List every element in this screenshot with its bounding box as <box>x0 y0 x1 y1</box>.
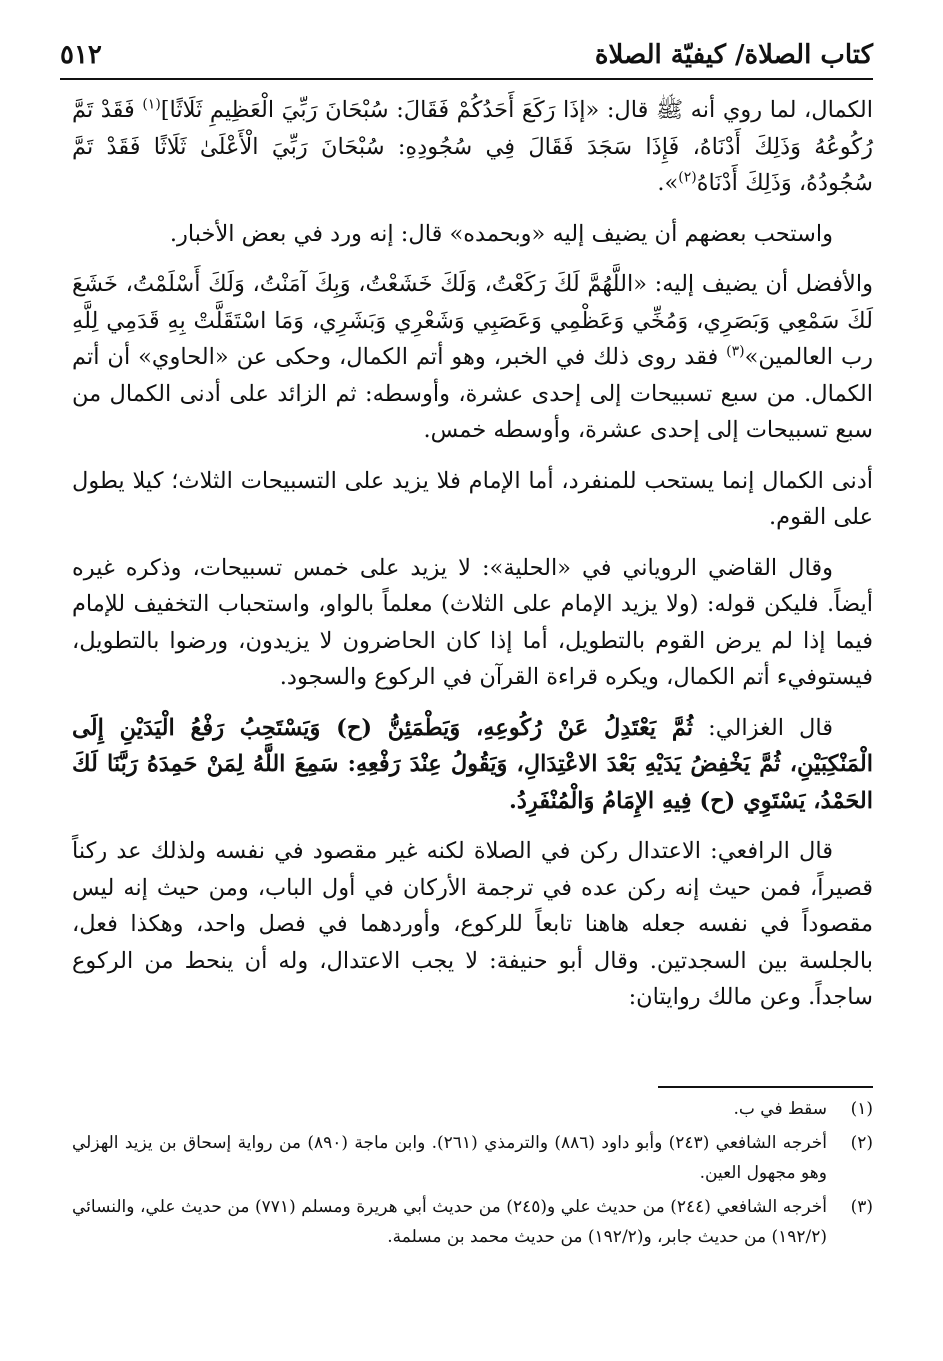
ghazali-quote: ثُمَّ يَعْتَدِلُ عَنْ رُكُوعِهِ، وَيَطْمَئِنُّ (ح) وَيَسْتَحِبُ رَفْعُ الْيَدَيْنِ إِلَى الْمَنْكِبَيْنِ، ثُمَّ يَخْفِضُ يَدَيْهِ بَعْدَ الاعْتِدَالِ، وَيَقُولُ عِنْدَ رَفْعِهِ: سَمِعَ اللَّهُ لِمَنْ حَمِدَهُ رَبَّنَا لَكَ الحَمْدُ، يَسْتَوِي (ح) فِيهِ الإِمَامُ وَالْمُنْفَرِدُ. <box>72 714 873 814</box>
footnotes <box>72 1094 873 1256</box>
footnote-divider <box>658 1086 873 1088</box>
paragraph-3-lead: والأفضل أن يضيف إليه: «اللَّهُمَّ لَكَ رَكَعْتُ، وَلَكَ خَشَعْتُ، وَبِكَ آمَنْتُ، وَلَكَ أَسْلَمْتُ، خَشَعَ لَكَ سَمْعِي وَبَصَرِي، وَمُخِّي وَعَظْمِي وَعَصَبِي وَشَعْرِي وَبَشَرِي، وَمَا اسْتَقَلَّتْ بِهِ قَدَمِي لِلَّهِ رب العالمين» <box>72 271 873 370</box>
footnote-ref-3: (٣) <box>726 343 745 360</box>
paragraph-7: قال الرافعي: الاعتدال ركن في الصلاة لكنه غير مقصود في نفسه ولذلك عد ركناً قصيراً، فمن حيث إنه ركن عده في ترجمة الأركان في أول الباب، ومن حيث إنه ليس مقصوداً في نفسه جعله هاهنا تابعاً للركوع، وأوردهما في فصل واحد، وهكذا فعل، بالجلسة بين السجدتين. وقال أبو حنيفة: لا يجب الاعتدال، وله أن ينحط من الركوع ساجداً. وعن مالك روايتان: <box>72 838 873 1010</box>
paragraph-2: واستحب بعضهم أن يضيف إليه «وبحمده» قال: إنه ورد في بعض الأخبار. <box>169 220 833 247</box>
paragraph-4: أدنى الكمال إنما يستحب للمنفرد، أما الإمام فلا يزيد على التسبيحات الثلاث؛ كيلا يطول على القوم. <box>72 467 873 530</box>
paragraph-1-tail: ». <box>657 170 679 196</box>
paragraph-3 <box>72 266 873 449</box>
footnote-ref-1: (١) <box>142 96 161 113</box>
paragraph-6-lead: قال الغزالي: <box>693 714 833 741</box>
running-title: كتاب الصلاة/ كيفيّة الصلاة <box>594 40 873 70</box>
page-number: ٥١٢ <box>60 40 102 70</box>
footnote-text: أخرجه الشافعي (٢٤٤) من حديث علي و(٢٤٥) من حديث أبي هريرة ومسلم (٧٧١) من حديث علي، والنسائي (١٩٢/٢) من حديث جابر، و(١٩٢/٢) من حديث محمد بن مسلمة. <box>72 1197 827 1247</box>
footnote-2 <box>72 1128 873 1188</box>
main-text <box>72 92 873 1030</box>
footnote-3 <box>72 1192 873 1252</box>
paragraph-1-lead: الكمال، لما روي أنه ﷺ قال: «إذَا رَكَعَ أَحَدُكُمْ فَقَالَ: سُبْحَانَ رَبِّيَ الْعَظِيمِ ثَلَاثًا] <box>160 97 873 123</box>
footnote-number: (١) <box>850 1099 873 1119</box>
paragraph-5: وقال القاضي الروياني في «الحلية»: لا يزيد على خمس تسبيحات، وذكره غيره أيضاً. فليكن قوله: (ولا يزيد الإمام على الثلاث) معلماً بالواو، واستحباب التخفيف للإمام فيما إذا لم يرض القوم بالتطويل، أما إذا كان الحاضرون لا يزيدون، ورضوا بالتطويل، فيستوفيء أتم الكمال، ويكره قراءة القرآن في الركوع والسجود. <box>72 554 873 690</box>
paragraph-3-tail: فقد روى ذلك في الخبر، وهو أتم الكمال، وحكى عن «الحاوي» أن أتم الكمال. من سبع تسبيحات إلى إحدى عشرة، وأوسطه: ثم الزائد على أدنى الكمال من سبع تسبيحات إلى إحدى عشرة، وأوسطه خمس. <box>72 344 873 443</box>
footnote-text: أخرجه الشافعي (٢٤٣) وأبو داود (٨٨٦) والترمذي (٢٦١). وابن ماجة (٨٩٠) من رواية إسحاق بن يزيد الهزلي وهو مجهول العين. <box>72 1133 828 1183</box>
page-header <box>60 34 873 80</box>
footnote-number: (٣) <box>850 1197 873 1217</box>
footnote-ref-2: (٢) <box>678 169 697 186</box>
footnote-text: سقط في ب. <box>733 1099 827 1119</box>
footnote-1 <box>72 1094 873 1124</box>
paragraph-1 <box>72 92 873 202</box>
paragraph-1-mid: فَقَدْ تَمَّ رُكُوعُهُ وَذَلِكَ أَدْنَاهُ، فَإِذَا سَجَدَ فَقَالَ فِي سُجُودِهِ: سُبْحَانَ رَبِّيَ الْأَعْلَىٰ ثَلَاثًا فَقَدْ تَمَّ سُجُودُهُ، وَذَلِكَ أَدْنَاهُ <box>72 97 873 196</box>
paragraph-6 <box>72 710 873 820</box>
footnote-number: (٢) <box>850 1133 873 1153</box>
